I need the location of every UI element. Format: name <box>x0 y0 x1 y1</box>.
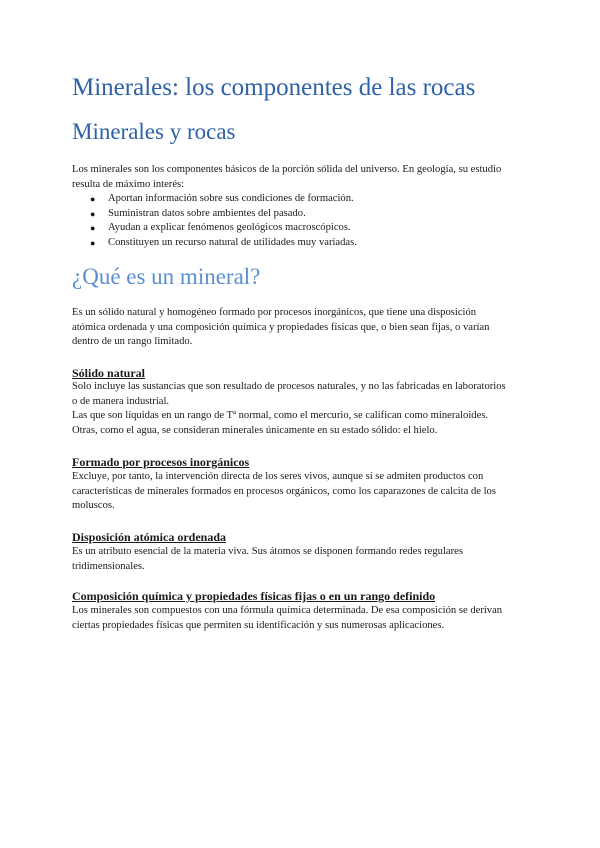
bullet-icon: ● <box>90 223 96 234</box>
text-line: o de manera industrial. <box>72 395 170 407</box>
definition-line-1: Es un sólido natural y homogéneo formado por procesos inorgánicos, que tiene una disposición <box>72 307 477 318</box>
properties-bullet-list <box>72 192 357 250</box>
definition-line-2: atómica ordenada y una composición química y propiedades físicas que, o bien sean fijas, o varían <box>72 321 490 333</box>
composicion-quimica-paragraph <box>72 604 527 633</box>
document-title: Minerales: los componentes de las rocas <box>72 74 476 101</box>
bullet-icon: ● <box>90 194 96 204</box>
bullet-item: ● Constituyen un recurso natural de utilidades muy variadas. <box>72 236 357 251</box>
solido-natural-paragraph <box>72 380 527 438</box>
subheading-composicion-quimica: Composición química y propiedades físicas fijas o en un rango definido <box>72 589 436 603</box>
intro-paragraph <box>72 163 527 192</box>
procesos-inorganicos-paragraph <box>72 470 527 514</box>
text-line: Excluye, por tanto, la intervención directa de los seres vivos, aunque sí se admiten productos con <box>72 471 484 482</box>
text-line: ciertas propiedades físicas que permiten su identificación y sus numerosas aplicaciones. <box>72 619 445 631</box>
bullet-icon: ● <box>90 208 96 219</box>
intro-line-1: Los minerales son los componentes básicos de la porción sólida del universo. En geología, su estudio <box>72 164 502 175</box>
bullet-item: ● Aportan información sobre sus condiciones de formación. <box>72 192 357 207</box>
text-line: tridimensionales. <box>72 560 145 572</box>
bullet-item: ● Ayudan a explicar fenómenos geológicos macroscópicos. <box>72 221 357 236</box>
subheading-solido-natural: Sólido natural <box>72 366 146 380</box>
definition-paragraph <box>72 306 527 350</box>
disposicion-atomica-paragraph <box>72 545 527 574</box>
text-line: Otras, como el agua, se consideran minerales únicamente en su estado sólido: el hielo. <box>72 424 438 436</box>
text-line: moluscos. <box>72 500 115 512</box>
definition-line-3: dentro de un rango limitado. <box>72 336 193 348</box>
subheading-disposicion-atomica: Disposición atómica ordenada <box>72 530 227 544</box>
bullet-item: ● Suministran datos sobre ambientes del pasado. <box>72 207 357 222</box>
section-heading-que-es-un-mineral: ¿Qué es un mineral? <box>72 264 261 289</box>
bullet-icon: ● <box>90 237 96 248</box>
subheading-procesos-inorganicos: Formado por procesos inorgánicos <box>72 455 250 469</box>
text-line: características de minerales formados en procesos orgánicos, como los caparazones de calcita de los <box>72 485 496 497</box>
text-line: Los minerales son compuestos con una fórmula química determinada. De esa composición se derivan <box>72 605 503 616</box>
intro-line-2: resulta de máximo interés: <box>72 178 185 190</box>
text-line: Solo incluye las sustancias que son resultado de procesos naturales, y no las fabricadas en laboratorios <box>72 381 506 392</box>
text-line: Las que son líquidas en un rango de Tª normal, como el mercurio, se califican como mineraloides. <box>72 410 489 422</box>
section-heading-minerales-y-rocas: Minerales y rocas <box>72 119 236 144</box>
text-line: Es un atributo esencial de la materia viva. Sus átomos se disponen formando redes regulares <box>72 546 463 557</box>
